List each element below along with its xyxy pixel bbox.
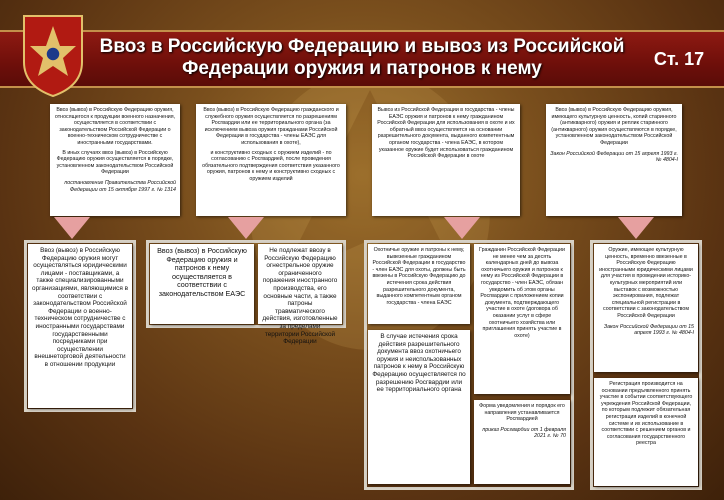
top-card-cultural-weapons [546,104,682,216]
bottom-card-notification-form [474,400,570,484]
bottom-card-7-reference: приказ Росгвардии от 1 февраля 2021 г. № 70 [482,426,566,440]
top-card-1-text-1: Ввоз (вывоз) в Российскую Федерацию оружия, относящегося к продукции военного назначения, осуществляется в соответствии с законодательством Российской Федерации о военно-техническом сотрудничестве с иностранными государствами. [54,107,176,146]
bottom-card-cultural-registration [594,244,698,372]
bottom-card-3-text: Не подлежат ввозу в Российскую Федерацию огнестрельное оружие ограниченного поражения иностранного производства, его основные части, а также патроны травматического действия, изготовленные за пределами территории Российской Федерации [262,247,338,346]
article-number: Ст. 17 [653,49,705,69]
down-arrow-2 [228,217,264,239]
bottom-card-8-reference: Закон Российской Федерации от 15 апреля 1993 г. № 4804-I [603,323,694,337]
rosgvardia-crest-icon [20,12,86,98]
bottom-card-8-text: Оружие, имеющее культурную ценность, временно ввезенные в Российскую Федерацию иностранными юридическими лицами для участия в проведении историко-культурных мероприятий или выставок с возможностью экспонирования, подлежат специальной регистрации в соответствии с законодательством Российской Федерации [599,247,693,319]
top-card-1-text-2: В иных случаях ввоз (вывоз) в Российскую Федерацию оружия осуществляется в порядке, установленном законодательством Российской Федерации [56,149,174,176]
bottom-card-prohibited-import [258,244,342,346]
down-arrow-4 [618,217,654,239]
top-card-2-text-2: и конструктивно сходных с оружием изделий - по согласованию с Росгвардией, после проведения обязательного подтверждения соответствия указанного оружия, патронов к нему и конструктивно сходных с оружием изделий [202,149,340,182]
top-card-military-weapons [50,104,180,216]
bottom-card-1-text: Ввоз (вывоз) в Российскую Федерацию оружия могут осуществляться юридическими лицами - поставщиками, а также специализированными организациями, являющимися в соответствии с законодательством Российской Федерации о военно-техническом сотрудничестве с иностранными государствами государственными посредниками при осуществлении внешнеторговой деятельности в отношении продукции [32,247,128,368]
bottom-card-4-text: Охотничье оружие и патроны к нему, вывезенные гражданином Российской Федерации в государство - член ЕАЭС для охоты, должны быть ввезены в Российскую Федерацию до истечения срока действия разрешительного документа, выданного компетентным органом государства - члена ЕАЭС [372,247,466,306]
top-card-2-text-1: Ввоз (вывоз) в Российскую Федерацию гражданского и служебного оружия осуществляется по разрешениям Росгвардии или ее территориального органа (за исключением вывоза оружия гражданами Российской Федерации в государства - члены ЕАЭС для использования в охоте), [203,107,339,146]
down-arrow-1 [54,217,90,239]
page-title: Ввоз в Российскую Федерацию и вывоз из Российской Федерации оружия и патронов к нему [99,36,625,79]
top-card-4-reference: Закон Российской Федерации от 15 апреля 1993 г. № 4804-I [550,150,678,164]
bottom-card-5-text: Гражданин Российской Федерации не менее чем за десять календарных дней до вывоза охотничьего оружия и патронов к нему из Российской Федерации в государство - член ЕАЭС, обязан уведомить об этом органы Росгвардии с приложением копии документа, подтверждающего участие в охоте (договора об оказании услуг в сфере охотничьего хозяйства или приглашения принять участие в охоте) [479,247,565,339]
bottom-card-eaeu-law [150,244,254,324]
top-card-3-text-1: Вывоз из Российской Федерации в государства - члены ЕАЭС оружия и патронов к нему гражданином Российской Федерации для использования в охоте и их обратный ввоз осуществляется на основании разрешительного документа, выданного компетентным органом государства - члена ЕАЭС, в котором указанное оружие будет использоваться гражданином Российской Федерации в охоте [377,107,515,160]
bottom-card-hunting-return [368,244,470,324]
top-card-civil-service-weapons [196,104,346,216]
top-card-4-text-1: Ввоз (вывоз) в Российскую Федерацию оружия, имеющего культурную ценность, копий старинного (антикварного) оружия и реплик старинного (антикварного) оружия осуществляются в порядке, установленном законодательством Российской Федерации [551,107,677,146]
bottom-card-7-text: Форма уведомления и порядок его направления устанавливается Росгвардией [479,403,565,423]
down-arrow-3 [444,217,480,239]
bottom-card-2-text: Ввоз (вывоз) в Российскую Федерацию оружия и патронов к нему осуществляется в соответствии с законодательством ЕАЭС [157,246,247,298]
bottom-card-hunting-notification [474,244,570,394]
bottom-card-registration-procedure [594,378,698,486]
bottom-card-military-suppliers [28,244,132,408]
top-card-1-reference: постановление Правительства Российской Федерации от 15 октября 1997 г. № 1314 [64,179,176,193]
bottom-card-9-text: Регистрация производится на основании предъявленного принять участие в событии соответствующего учреждения Российской Федерации, по которым подлежит обязательная регистрация изделий в конечной системе и их использование в соответствии с решением органов и согласования государственного реестра [599,381,693,447]
top-card-eaeu-hunting [372,104,520,216]
bottom-card-permit-expiry [368,330,470,484]
bottom-card-6-text: В случае истечения срока действия разрешительного документа ввоз охотничьего оружия и неиспользованных патронов к нему в Российскую Федерацию осуществляется по разрешению Росгвардии или ее территориального органа [372,333,466,394]
